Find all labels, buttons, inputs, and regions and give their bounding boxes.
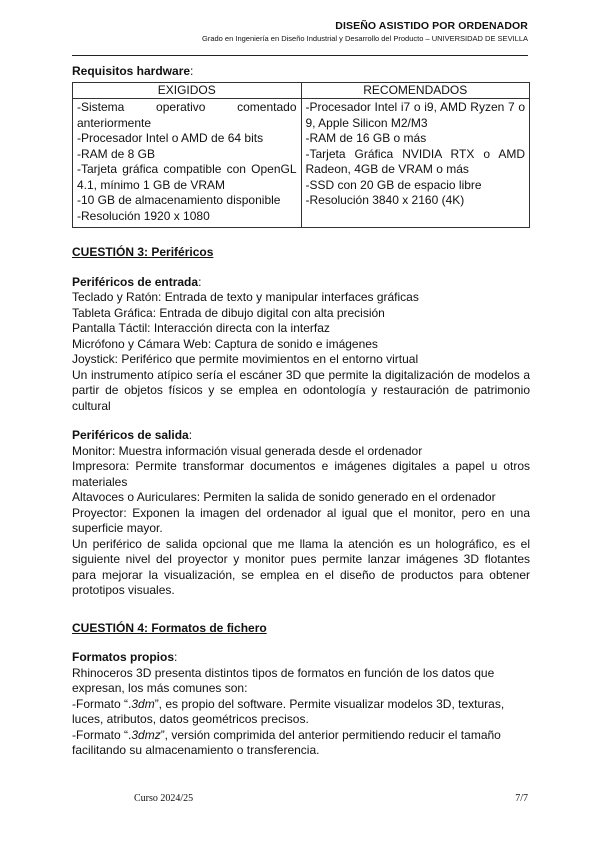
hardware-requirements-table — [72, 82, 530, 229]
list-item: -Procesador Intel i7 o i9, AMD Ryzen 7 o 9, Apple Silicon M2/M3 — [305, 100, 525, 130]
list-item: Impresora: Permite transformar documentos e imágenes digitales a papel u otros materiales — [72, 459, 530, 489]
list-item: -Resolución 1920 x 1080 — [77, 208, 210, 223]
degree-line: Grado en Ingeniería en Diseño Industrial y Desarrollo del Producto – UNIVERSIDAD DE SEVILLA — [202, 34, 528, 43]
table-header-recommended: RECOMENDADOS — [301, 82, 530, 99]
format-3dmz: -Formato “.3dmz”, versión comprimida del anterior permitiendo reducir el tamaño facilitando su almacenamiento o transferencia. — [72, 727, 501, 757]
page-number: 7/7 — [515, 793, 528, 804]
page-header — [202, 20, 528, 43]
list-item: -RAM de 16 GB o más — [305, 131, 427, 145]
document-body — [72, 64, 530, 759]
list-item: Micrófono y Cámara Web: Captura de sonido e imágenes — [72, 336, 378, 351]
list-item: Proyector: Exponen la imagen del ordenador al igual que el monitor, pero en una superficie mayor. — [72, 505, 530, 535]
page-footer — [134, 793, 528, 804]
list-item: -Resolución 3840 x 2160 (4K) — [305, 193, 465, 207]
paragraph: Un instrumento atípico sería el escáner 3D que permite la digitalización de modelos a partir de objetos físicos y se emplea en odontología y restauración de patrimonio cultural — [72, 367, 530, 413]
list-item: -Sistema operativo comentado anteriormente — [77, 100, 297, 130]
course-year: Curso 2024/25 — [134, 793, 194, 804]
list-item: Tableta Gráfica: Entrada de dibujo digital con alta precisión — [72, 305, 385, 320]
input-peripherals-heading: Periféricos de entrada: — [72, 274, 202, 289]
course-title: DISEÑO ASISTIDO POR ORDENADOR — [335, 20, 528, 32]
paragraph: Rhinoceros 3D presenta distintos tipos de formatos en función de los datos que expresan, los más comunes son: — [72, 665, 495, 695]
output-peripherals-heading: Periféricos de salida: — [72, 428, 193, 442]
list-item: -SSD con 20 GB de espacio libre — [305, 177, 482, 192]
list-item: -Tarjeta Gráfica NVIDIA RTX o AMD Radeon, 4GB de VRAM o más — [305, 146, 525, 176]
format-3dm: -Formato “.3dm”, es propio del software. Permite visualizar modelos 3D, texturas, luces, atributos, datos geométricos precisos. — [72, 696, 505, 726]
list-item: -RAM de 8 GB — [77, 146, 156, 161]
list-item: Joystick: Periférico que permite movimientos en el entorno virtual — [72, 352, 419, 366]
list-item: Monitor: Muestra información visual generada desde el ordenador — [72, 443, 423, 458]
paragraph: Un periférico de salida opcional que me llama la atención es un holográfico, es el siguiente nivel del proyector y monitor pues permite lanzar imágenes 3D flotantes para mejorar la visualización, se emplea en el diseño de productos para obtener prototipos visuales. — [72, 536, 530, 597]
recommended-cell — [301, 99, 530, 228]
list-item: -Procesador Intel o AMD de 64 bits — [77, 131, 264, 145]
list-item: -10 GB de almacenamiento disponible — [77, 193, 281, 207]
list-item: Pantalla Táctil: Interacción directa con la interfaz — [72, 321, 330, 335]
list-item: Altavoces o Auriculares: Permiten la salida de sonido generado en el ordenador — [72, 490, 496, 504]
section-title-formatos: CUESTIÓN 4: Formatos de fichero — [72, 620, 267, 635]
header-divider — [72, 55, 528, 56]
list-item: -Tarjeta gráfica compatible con OpenGL 4.1, mínimo 1 GB de VRAM — [77, 162, 297, 192]
requirements-heading: Requisitos hardware: — [72, 64, 194, 78]
own-formats-heading: Formatos propios: — [72, 650, 178, 664]
list-item: Teclado y Ratón: Entrada de texto y manipular interfaces gráficas — [72, 290, 419, 304]
required-cell — [73, 99, 302, 228]
table-header-required: EXIGIDOS — [73, 82, 302, 99]
section-title-perifericos: CUESTIÓN 3: Periféricos — [72, 245, 214, 259]
